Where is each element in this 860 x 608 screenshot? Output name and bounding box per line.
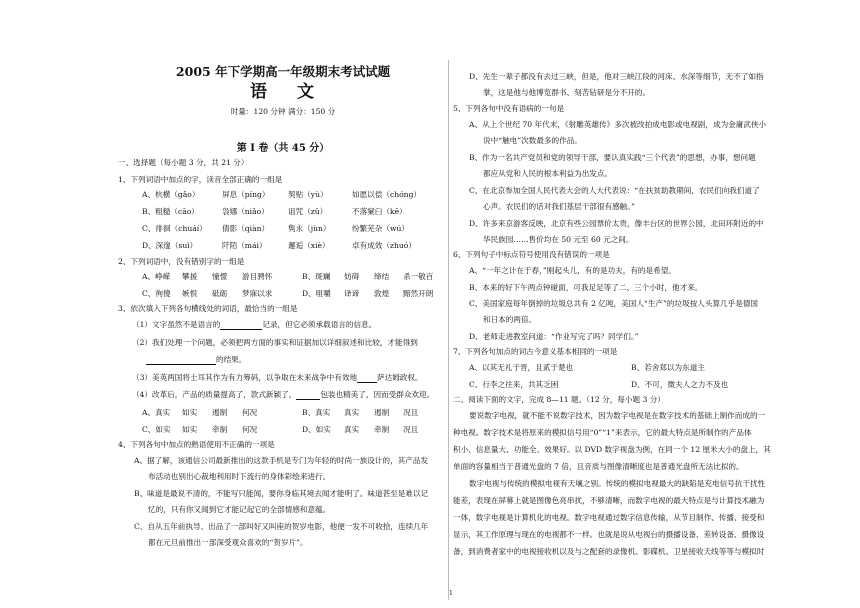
q1-opt: 诅咒（zǔ） bbox=[288, 207, 328, 216]
q1-opt: C、徘徊（chuáí） bbox=[142, 224, 207, 233]
passage-line: 能差，表现在屏幕上就是图像色亮串扰，不够清晰，而数字电视的最大特点是与计算技术融为 bbox=[453, 496, 765, 505]
section-heading: 第 Ⅰ 卷（共 45 分） bbox=[236, 143, 330, 154]
column-divider bbox=[448, 60, 449, 600]
q4-option-a-cont: 布活动也别出心裁地利用时下流行的身体彩绘来进行。 bbox=[148, 472, 331, 481]
q2-opt: 攀援 bbox=[182, 272, 198, 281]
q3-opt: A、真实 bbox=[142, 408, 171, 417]
q4-option-b: B、味道是最说不清的，不能写只能闻，要你身临其境去闻才能明了。味道甚至是难以记 bbox=[134, 489, 429, 498]
q3-opt: 何况 bbox=[242, 425, 258, 434]
passage-line: 一体，数字电视是计算机化的电视。数字电视通过数字信息传输，从节目制作、传播、接受和 bbox=[453, 513, 765, 522]
q5-option-c: C、在北京参加全国人民代表大会的人大代表说：“在扶贫助教期间，农民们向我们道了 bbox=[469, 186, 760, 195]
q1-opt: 不落窠臼（kē） bbox=[352, 207, 407, 216]
q6-option-d: D、老师走进教室问道：“作业写完了吗？同学们。” bbox=[469, 332, 639, 341]
q3-s2-b: 的结果。 bbox=[216, 355, 247, 364]
q3-s1-a: （1）文字虽然不是语言的 bbox=[132, 320, 221, 329]
part2-heading: 二、阅读下面的文字，完成 8—11 题。（12 分，每小题 3 分） bbox=[453, 395, 665, 404]
q2-opt: 妨碍 bbox=[344, 272, 360, 281]
q1-opt: B、粗糙（cāo） bbox=[142, 207, 199, 216]
q4-option-c: C、自从五年前执导、出品了一部叫好又叫座的贺岁电影，他便一发不可收拾，连续几年 bbox=[134, 522, 429, 531]
q3-opt: 遏制 bbox=[212, 408, 228, 417]
q2-opt: 缔结 bbox=[374, 272, 390, 281]
q1-opt: D、深邃（suì） bbox=[142, 241, 198, 250]
q5-option-b-cont: 都应从党和人民的根本利益为出发点。 bbox=[483, 169, 613, 178]
q7-stem: 7、下列各句加点的词古今意义基本相同的一项是 bbox=[453, 347, 618, 356]
q4-option-a: A、据了解，该通信公司最新推出的这款手机是专门为年轻的时尚一族设计的，其产品发 bbox=[134, 456, 429, 465]
q3-opt: B、真实 bbox=[302, 408, 331, 417]
q4-option-b-cont: 忆的，只有你又闻到它才能记起它的全部情感和意蕴。 bbox=[148, 505, 331, 514]
q3-sentence-3 bbox=[132, 372, 423, 383]
q3-opt: 况且 bbox=[403, 425, 419, 434]
q6-option-c-cont: 和日本的两倍。 bbox=[483, 315, 537, 324]
part1-heading: 一、选择题（每小题 3 分，共 21 分） bbox=[118, 158, 249, 167]
exam-meta: 时量：120 分钟 满分：150 分 bbox=[230, 107, 336, 116]
q2-opt: 梦寐以求 bbox=[242, 289, 273, 298]
q2-opt: A、峥嵘 bbox=[142, 272, 171, 281]
q5-option-b: B、作为一名共产党员和党的领导干部，要认真实践“三个代表”的思想，办事，想问题 bbox=[469, 153, 756, 162]
q4-option-c-cont: 都在元旦前推出一部深受观众喜欢的“贺岁片”。 bbox=[148, 538, 308, 547]
blank-line bbox=[146, 355, 216, 365]
q1-opt: 卓有成效（zhuó） bbox=[352, 241, 416, 250]
q2-opt: 砥砺 bbox=[212, 289, 228, 298]
passage-line: 要说数字电视，就不能不说数字技术，因为数字电视是在数字技术的基础上制作而成的一 bbox=[469, 411, 766, 420]
q2-opt: 游目骋怀 bbox=[242, 272, 273, 281]
q3-s4-a: （4）改革后，产品的质量提高了，款式新颖了， bbox=[132, 390, 297, 399]
blank-line bbox=[357, 373, 377, 383]
q1-opt: A、杭横（gǎo） bbox=[142, 190, 200, 199]
q1-opt: 屏息（píng） bbox=[222, 190, 270, 199]
q5-option-d-cont: 华民族园……售价均在 50 元至 60 元之间。 bbox=[483, 235, 634, 244]
blank-line bbox=[220, 320, 262, 330]
q6-stem: 6、下列句子中标点符号使用没有错误的一项是 bbox=[453, 250, 610, 259]
q3-s1-b: 记录，但它必须承载语言的信息。 bbox=[262, 320, 377, 329]
passage-line: 数字电视与传统的模拟电视有天壤之别。传统的模拟电视最大的缺陷是充电信号抗干扰性 bbox=[469, 479, 766, 488]
q3-opt: 如实 bbox=[182, 408, 198, 417]
q3-sentence-1 bbox=[132, 319, 376, 330]
q7-option-b: B、若舍郑以为东道主 bbox=[631, 363, 705, 372]
q1-opt: 邂逅（xiè） bbox=[288, 241, 330, 250]
q3-opt: 真实 bbox=[344, 425, 360, 434]
page-number: 1 bbox=[449, 590, 453, 597]
q2-stem: 2、下列词语中，没有错别字的一组是 bbox=[118, 257, 245, 266]
q2-opt: B、斑斓 bbox=[302, 272, 331, 281]
subject-char-1: 语 bbox=[250, 82, 269, 102]
q1-stem: 1、下列词语中加点的字，读音全部正确的一组是 bbox=[118, 175, 283, 184]
q4-option-d: D、先生一辈子都没有去过三峡，但是，他对三峡江段的河床、水深等细节，无不了如指 bbox=[469, 72, 764, 81]
q3-opt: C、如实 bbox=[142, 425, 171, 434]
q1-opt: 契贴（yù） bbox=[288, 190, 328, 199]
q3-sentence-2b bbox=[146, 354, 246, 365]
q3-s2-a: （2）我们处理一个问题，必须把两方面的事实和证据加以详细叙述和比较，才能得到 bbox=[132, 338, 418, 347]
q3-opt: 真实 bbox=[344, 408, 360, 417]
passage-line: 单面的容量相当于普通光盘的 7 倍，且音质与图像清晰度也是普通光盘所无法比拟的。 bbox=[453, 462, 744, 471]
q2-opt: 杀一敬百 bbox=[403, 272, 434, 281]
subject-title bbox=[118, 82, 448, 102]
q3-opt: 如实 bbox=[182, 425, 198, 434]
q1-opt: 隽永（jùn） bbox=[288, 224, 331, 233]
passage-line: 显示，其工作原理与现在的电视都不一样。也就是说从电视台的摄播设备、差转设备、摄像设 bbox=[453, 530, 765, 539]
q3-s3-b: 萨达姆政权。 bbox=[377, 373, 423, 382]
q2-opt: 憧憬 bbox=[212, 272, 228, 281]
q3-opt: 牵制 bbox=[374, 425, 390, 434]
q6-option-c: C、美国家庭每年倒掉的垃圾总共有 2 亿吨，美国人“生产”的垃圾按人头算几乎是德国 bbox=[469, 299, 759, 308]
passage-line: 积小、信息量大、功能全、效果好。以 DVD 数字视盘为例，在同一个 12 厘米大小的盘上，其 bbox=[453, 445, 771, 454]
q1-opt: 纷繁芜杂（wú） bbox=[352, 224, 409, 233]
q3-sentence-4 bbox=[132, 389, 434, 400]
q2-opt: D、咀嚼 bbox=[302, 289, 331, 298]
q7-option-d: D、不可，微夫人之力不及也 bbox=[631, 380, 729, 389]
q2-opt: 嫉恨 bbox=[182, 289, 198, 298]
q6-option-b: B、本来的好下午两点钟碰面，可我足足等了二、三个小时，他才来。 bbox=[469, 283, 703, 292]
q2-opt: C、徇傻 bbox=[142, 289, 171, 298]
q3-opt: 遏制 bbox=[374, 408, 390, 417]
q1-opt: 倩影（qiàn） bbox=[222, 224, 270, 233]
q3-opt: 况且 bbox=[403, 408, 419, 417]
q7-option-c: C、行李之往来，共其乏困 bbox=[469, 380, 559, 389]
blank-line bbox=[296, 390, 320, 400]
passage-line: 种电视。数字技术是将原来的模拟信号用“0”“1”来表示，它的最大特点是所制作的产品体 bbox=[453, 428, 752, 437]
q2-opt: 敦煌 bbox=[374, 289, 390, 298]
exam-title: 2005 年下学期高一年级期末考试试题 bbox=[175, 64, 391, 79]
q5-option-a: A、从上个世纪 70 年代末，《射雕英雄传》多次被改拍成电影或电视剧，成为金庸武侠小 bbox=[469, 120, 767, 129]
q5-option-d: D、许多来京游客反映，北京有些公园票价太贵，像丰台区的世界公园，北田环附近的中 bbox=[469, 219, 764, 228]
q3-opt: D、如实 bbox=[302, 425, 331, 434]
q4-option-d-cont: 掌，这是他与他博览群书、刻苦钻研是分不开的。 bbox=[483, 88, 651, 97]
q3-opt: 何况 bbox=[242, 408, 258, 417]
q3-s4-b: 包装也精美了，因而受群众欢迎。 bbox=[320, 390, 435, 399]
q5-option-c-cont: 心声。农民们的话对我们基层干部很有感触。” bbox=[483, 202, 635, 211]
q4-stem: 4、下列各句中加点的熟语使用不正确的一项是 bbox=[118, 440, 275, 449]
passage-line: 备，到消费者家中的电视接收机以及与之配套的录像机、影碟机、卫星接收天线等等与模拟时 bbox=[453, 547, 765, 556]
q5-option-a-cont: 说中“触电”次数最多的作品。 bbox=[483, 136, 582, 145]
q6-option-a: A、“一年之计在于春，”刚起头儿，有的是功夫，有的是希望。 bbox=[469, 266, 676, 275]
q2-opt: 译谛 bbox=[344, 289, 360, 298]
q1-opt: 袅娜（niǎo） bbox=[222, 207, 269, 216]
q1-opt: 如愿以偿（chóng） bbox=[352, 190, 422, 199]
subject-char-2: 文 bbox=[297, 82, 316, 102]
q3-s3-a: （3）美英两国将士耳其作为有力筹码，以争取在未来战争中有效地 bbox=[132, 373, 358, 382]
q3-opt: 牵制 bbox=[212, 425, 228, 434]
q7-option-a: A、以其无礼于晋，且贰于楚也 bbox=[469, 363, 574, 372]
q2-opt: 黯然开朗 bbox=[403, 289, 434, 298]
q1-opt: 阡陌（mái） bbox=[222, 241, 267, 250]
q5-stem: 5、下列各句中没有语病的一句是 bbox=[453, 104, 565, 113]
q3-stem: 3、依次填入下列各句横线处的词语，最恰当的一组是 bbox=[118, 304, 298, 313]
